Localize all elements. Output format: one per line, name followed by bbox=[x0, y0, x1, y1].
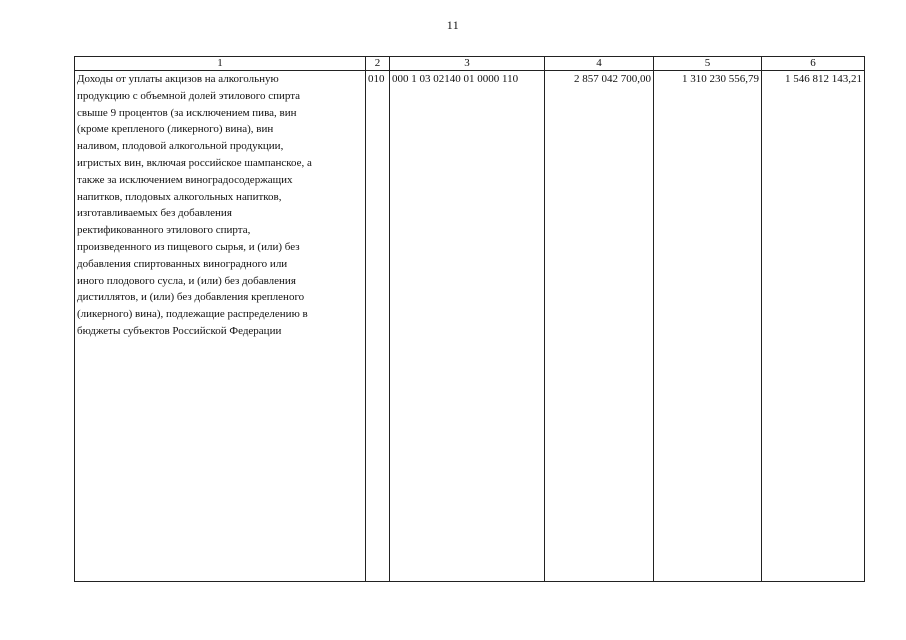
column-header-3: 3 bbox=[390, 57, 545, 71]
row-budget-code: 000 1 03 02140 01 0000 110 bbox=[390, 71, 545, 582]
description-line: дистиллятов, и (или) без добавления крепленого bbox=[77, 291, 305, 304]
description-line: Доходы от уплаты акцизов на алкогольную bbox=[77, 73, 279, 85]
column-header-5: 5 bbox=[654, 57, 762, 71]
column-header-2: 2 bbox=[366, 57, 390, 71]
description-line: наливом, плодовой алкогольной продукции, bbox=[77, 140, 284, 153]
table-row bbox=[75, 71, 865, 582]
column-header-4: 4 bbox=[545, 57, 654, 71]
description-line: изготавливаемых без добавления bbox=[77, 207, 232, 220]
description-line: ректификованного этилового спирта, bbox=[77, 224, 251, 237]
row-line-code: 010 bbox=[366, 71, 390, 582]
row-description bbox=[75, 71, 366, 582]
page-number: 11 bbox=[446, 18, 460, 32]
description-line: (ликерного) вина), подлежащие распределению в bbox=[77, 308, 308, 321]
row-amount-col5: 1 310 230 556,79 bbox=[654, 71, 762, 582]
description-line: бюджеты субъектов Российской Федерации bbox=[77, 324, 282, 337]
table-header-row bbox=[75, 57, 865, 71]
description-line: продукцию с объемной долей этилового спирта bbox=[77, 89, 301, 102]
row-amount-col6: 1 546 812 143,21 bbox=[762, 71, 865, 582]
description-line: добавления спиртованных виноградного или bbox=[77, 257, 288, 270]
description-line: игристых вин, включая российское шампанское, а bbox=[77, 156, 312, 169]
row-amount-col4: 2 857 042 700,00 bbox=[545, 71, 654, 582]
description-line: также за исключением виноградосодержащих bbox=[77, 173, 293, 186]
revenue-table bbox=[74, 56, 865, 582]
description-line: (кроме крепленого (ликерного) вина), вин bbox=[77, 123, 274, 136]
description-line: свыше 9 процентов (за исключением пива, вин bbox=[77, 106, 297, 119]
description-line: напитков, плодовых алкогольных напитков, bbox=[77, 190, 282, 203]
description-line: иного плодового сусла, и (или) без добавления bbox=[77, 274, 296, 287]
column-header-6: 6 bbox=[762, 57, 865, 71]
column-header-1: 1 bbox=[75, 57, 366, 71]
description-line: произведенного из пищевого сырья, и (или) без bbox=[77, 240, 300, 253]
